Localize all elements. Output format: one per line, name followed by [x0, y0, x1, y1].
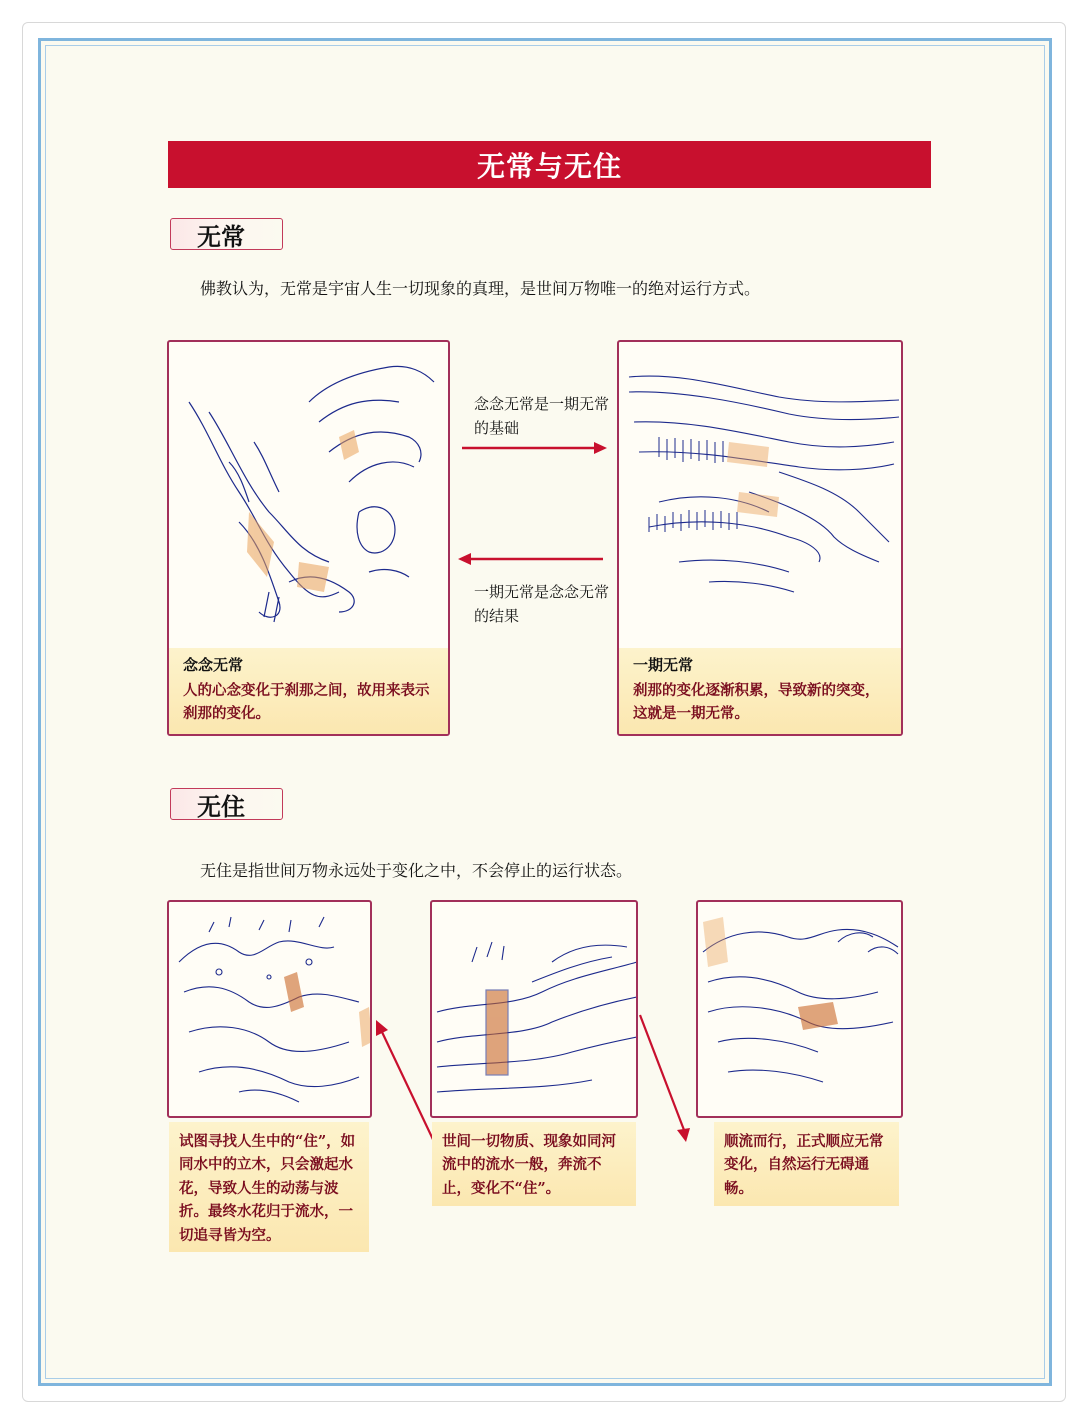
flowing-water-sketch-illustration [698, 902, 903, 1118]
panel-moment-impermanence [167, 340, 450, 736]
panel-caption [169, 648, 448, 734]
section-intro-non-abiding: 无住是指世间万物永远处于变化之中，不会停止的运行状态。 [200, 861, 633, 880]
panel-caption-title: 一期无常 [633, 656, 694, 674]
landscape-sketch-illustration [619, 342, 903, 652]
panel-splash [167, 900, 372, 1118]
page-title: 无常与无住 [168, 141, 931, 188]
panel-river-post [430, 900, 638, 1118]
arrow-right-icon [462, 438, 607, 458]
arrow-down-icon [632, 1010, 697, 1145]
river-post-sketch-illustration [432, 902, 638, 1118]
caption-splash: 试图寻找人生中的“住”，如同水中的立木，只会激起水花，导致人生的动荡与波折。最终水花归于流水，一切追寻皆为空。 [169, 1122, 369, 1252]
caption-flowing-water: 顺流而行，正式顺应无常变化，自然运行无碍通畅。 [714, 1122, 899, 1206]
panel-caption [619, 648, 901, 734]
arrow-label-bottom: 一期无常是念念无常的结果 [474, 583, 610, 625]
mountain-sketch-illustration [169, 342, 450, 652]
panel-caption-title: 念念无常 [183, 656, 244, 674]
panel-flowing-water [696, 900, 903, 1118]
section-tag-non-abiding: 无住 [170, 788, 283, 820]
arrow-left-icon [458, 549, 603, 569]
section-tag-impermanence: 无常 [170, 218, 283, 250]
splash-sketch-illustration [169, 902, 372, 1118]
caption-river-post: 世间一切物质、现象如同河流中的流水一般，奔流不止，变化不“住”。 [432, 1122, 636, 1206]
panel-period-impermanence [617, 340, 903, 736]
arrow-label-top: 念念无常是一期无常的基础 [474, 395, 610, 437]
section-intro-impermanence: 佛教认为，无常是宇宙人生一切现象的真理，是世间万物唯一的绝对运行方式。 [200, 279, 761, 298]
panel-caption-text: 刹那的变化逐渐积累，导致新的突变，这就是一期无常。 [633, 682, 880, 723]
panel-caption-text: 人的心念变化于刹那之间，故用来表示刹那的变化。 [183, 682, 430, 723]
